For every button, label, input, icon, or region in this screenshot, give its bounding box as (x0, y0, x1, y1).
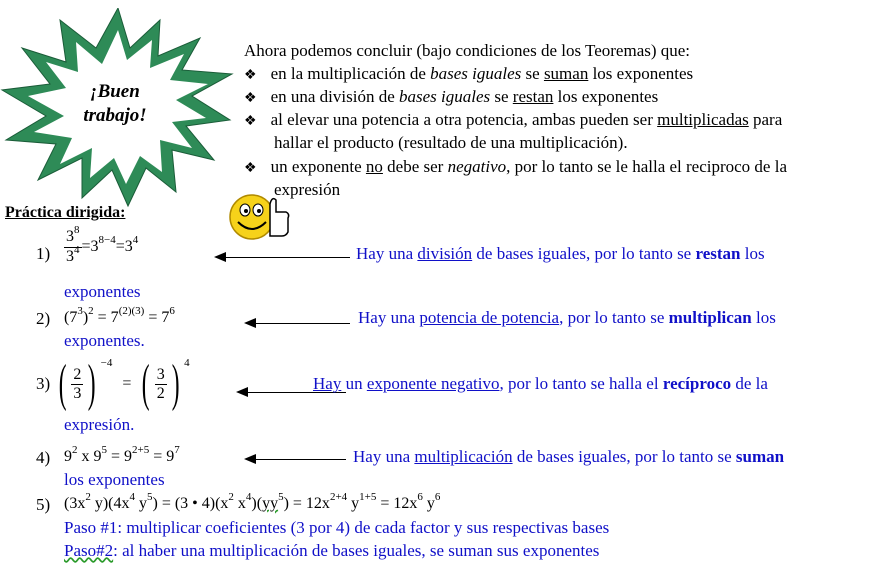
item-3-d2: 2 (156, 384, 165, 402)
starburst-text (60, 80, 170, 128)
arrow-left-icon (236, 387, 248, 397)
item-5-e7: 2+4 (329, 491, 348, 503)
item-3-expl-underlined-1: Hay (313, 374, 342, 393)
item-5-j: = 12x (376, 495, 418, 512)
item-1-exp4: 4 (132, 234, 139, 247)
bullet-1-em: bases iguales (430, 64, 522, 83)
item-5-b: y)(4x (90, 495, 130, 512)
item-4-a: 9 (64, 448, 72, 465)
bullet-1 (244, 64, 693, 84)
item-5-number: 5) (36, 495, 51, 514)
item-1-expl-c: los (740, 244, 765, 263)
arrow-left-icon (214, 252, 226, 262)
bullet-3-b: para (748, 110, 783, 129)
item-3-d1: 3 (73, 384, 82, 402)
item-3-expl-b: , por lo tanto se halla el (499, 374, 663, 393)
bullet-4-c: , por lo tanto se le halla el reciproco de la (506, 157, 787, 176)
bullet-4-b: debe ser (382, 157, 448, 176)
item-5-paso2-text: : al haber una multiplicación de bases iguales, se suman sus exponentes (113, 541, 600, 560)
item-1-eq2: =3 (115, 238, 133, 256)
item-4-math (64, 444, 180, 466)
item-3-fraction-2 (155, 366, 167, 403)
bullet-2-em: bases iguales (398, 87, 491, 106)
item-3-expl-bold: recíproco (662, 374, 732, 393)
bullet-3 (244, 110, 782, 130)
bullet-2-post: los exponentes (553, 87, 659, 106)
bullet-1-pre: en la multiplicación de (270, 64, 431, 83)
item-2-d: = 7 (144, 309, 170, 326)
item-5-yy: yy (262, 495, 279, 512)
item-1-explanation-line2: exponentes (64, 282, 141, 301)
item-2-expl-b: , por lo tanto se (559, 308, 669, 327)
item-5-d: ) = (3 • 4)(x (152, 495, 229, 512)
item-3-expl-underlined-2: exponente negativo (366, 374, 500, 393)
item-1-denominator-base: 3 (66, 248, 74, 265)
item-3-e2: 4 (184, 356, 190, 369)
bullet-4-em: negativo (447, 157, 507, 176)
item-4-e2: 5 (101, 444, 107, 456)
item-5-g: )( (251, 495, 263, 512)
item-5-paso2 (64, 541, 599, 561)
item-1-expl-underlined: división (417, 244, 473, 263)
bullet-3-line2: hallar el producto (resultado de una multiplicación). (274, 133, 628, 152)
item-4-c: = 9 (107, 448, 133, 465)
bullet-diamond-icon: ❖ (244, 68, 257, 83)
bullet-2-pre: en una división de (270, 87, 399, 106)
item-5-c: y (134, 495, 147, 512)
bullet-1-underlined: suman (543, 64, 589, 83)
item-5-k: y (422, 495, 435, 512)
item-1-number: 1) (36, 244, 51, 263)
bullet-3-a: al elevar una potencia a otra potencia, ambas pueden ser (270, 110, 658, 129)
item-2-explanation-line2: exponentes. (64, 331, 145, 350)
bullet-4 (244, 157, 787, 177)
item-3-n2: 3 (156, 365, 165, 383)
item-2-b: ) (82, 309, 89, 326)
arrow-left-icon (244, 318, 256, 328)
item-1-expl-b: de bases iguales, por lo tanto se (472, 244, 696, 263)
item-4-number: 4) (36, 448, 51, 467)
item-4-expl-b: de bases iguales, por lo tanto se (512, 447, 736, 466)
item-4-e3: 2+5 (132, 444, 150, 456)
item-2-e1: 3 (77, 305, 83, 317)
item-1-fraction (64, 224, 82, 267)
item-2-expl-c: los (751, 308, 776, 327)
bullet-4-underlined: no (365, 157, 383, 176)
item-2-expl-bold: multiplican (668, 308, 752, 327)
item-5-i: y (347, 495, 360, 512)
item-1-arrow (224, 257, 350, 258)
item-5-a: (3x (64, 495, 86, 512)
item-5-e6: 5 (278, 491, 284, 503)
item-1-exp3: 8−4 (98, 234, 116, 247)
starburst-line2: trabajo! (83, 105, 147, 126)
item-5-h: ) = 12x (283, 495, 330, 512)
item-5-math (64, 491, 441, 513)
item-2-arrow (254, 323, 350, 324)
bullet-2 (244, 87, 658, 107)
bullet-diamond-icon: ❖ (244, 91, 257, 106)
item-1-eq1: =3 (81, 238, 99, 256)
item-1-math (64, 224, 139, 267)
item-1-expl-a: Hay una (356, 244, 418, 263)
item-2-e2: 2 (88, 305, 94, 317)
item-3-number: 3) (36, 374, 51, 393)
item-4-e1: 2 (72, 444, 78, 456)
item-5-e8: 1+5 (359, 491, 377, 503)
starburst-line1: ¡Buen (90, 81, 140, 102)
item-4-expl-bold: suman (735, 447, 785, 466)
item-3-explanation-line2: expresión. (64, 415, 135, 434)
item-2-math (64, 305, 175, 327)
item-2-a: (7 (64, 309, 78, 326)
item-1-explanation (356, 244, 765, 264)
item-5-e4: 2 (228, 491, 234, 503)
item-4-e4: 7 (174, 444, 180, 456)
bullet-3-underlined: multiplicadas (657, 110, 749, 129)
item-5-f: x (233, 495, 246, 512)
practice-title: Práctica dirigida: (5, 204, 126, 221)
item-2-expl-underlined: potencia de potencia (419, 308, 560, 327)
item-4-arrow (254, 459, 346, 460)
bullet-1-post: los exponentes (588, 64, 694, 83)
item-5-e5: 4 (245, 491, 252, 503)
item-3-fraction-1 (71, 366, 83, 403)
item-4-explanation-line2: los exponentes (64, 470, 165, 489)
item-5-e2: 4 (129, 491, 135, 503)
item-5-e10: 6 (434, 491, 441, 503)
item-4-expl-underlined: multiplicación (414, 447, 513, 466)
item-5-e9: 6 (417, 491, 423, 503)
arrow-left-icon (244, 454, 256, 464)
item-4-b: x 9 (77, 448, 102, 465)
bullet-diamond-icon: ❖ (244, 161, 257, 176)
item-2-expl-a: Hay una (358, 308, 420, 327)
item-5-e3: 5 (146, 491, 153, 503)
bullet-2-mid: se (490, 87, 513, 106)
item-1-denominator-exp: 4 (74, 244, 80, 256)
item-3-expl-a: un (341, 374, 367, 393)
item-3-n1: 2 (73, 365, 82, 383)
bullet-2-underlined: restan (512, 87, 554, 106)
item-1-expl-bold: restan (695, 244, 741, 263)
item-1-numerator-exp: 8 (74, 224, 80, 236)
item-1-numerator-base: 3 (66, 228, 74, 245)
item-5-paso2-label: Paso#2 (64, 541, 114, 560)
item-4-d: = 9 (149, 448, 175, 465)
item-2-explanation (358, 308, 776, 328)
item-3-math: ( $\frac{2}{3}$ ) $^{-4}$ = ( $\frac{3}{2}$ ) $^4$ (58, 355, 190, 412)
bullet-4-a: un exponente (270, 157, 366, 176)
item-2-e3: (2)(3) (118, 305, 145, 317)
item-5-e1: 2 (85, 491, 91, 503)
item-4-explanation (353, 447, 784, 467)
bullet-4-line2: expresión (274, 180, 341, 199)
item-3-eq: = (122, 374, 132, 392)
item-3-explanation (313, 374, 768, 394)
item-5-paso1: Paso #1: multiplicar coeficientes (3 por 4) de cada factor y sus respectivas bases (64, 518, 610, 537)
item-2-number: 2) (36, 309, 51, 328)
item-2-c: = 7 (93, 309, 119, 326)
bullet-1-mid: se (521, 64, 544, 83)
item-2-e4: 6 (169, 305, 175, 317)
bullet-diamond-icon: ❖ (244, 114, 257, 129)
intro-text: Ahora podemos concluir (bajo condiciones de los Teoremas) que: (244, 41, 691, 60)
item-4-expl-a: Hay una (353, 447, 415, 466)
item-3-expl-c: de la (731, 374, 768, 393)
item-3-e1: −4 (100, 356, 113, 369)
